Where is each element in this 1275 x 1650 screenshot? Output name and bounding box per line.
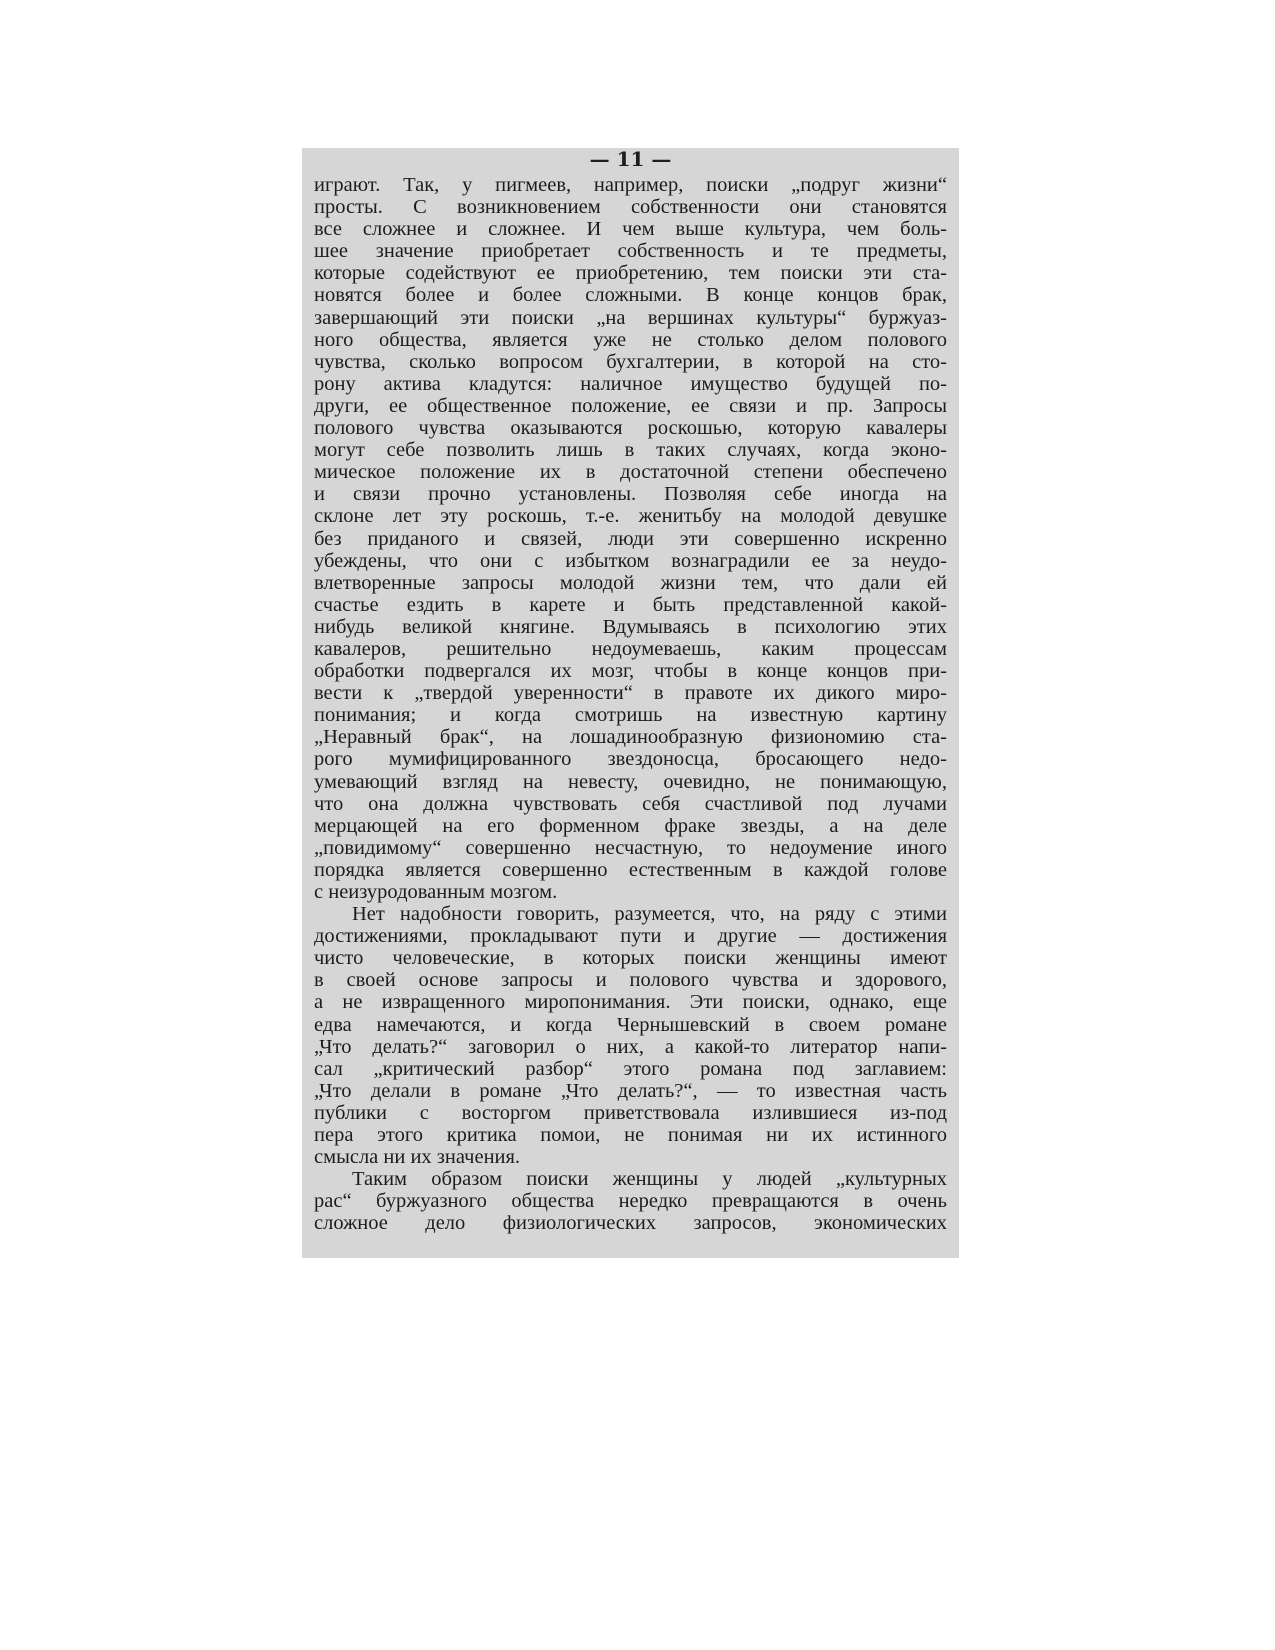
text-line: „Что делать?“ заговорил о них, а какой-то литератор напи- <box>314 1035 947 1058</box>
text-line: склоне лет эту роскошь, т.-е. женитьбу на молодой девушке <box>314 505 947 528</box>
text-line: вести к „твердой уверенности“ в правоте их дикого миро- <box>314 682 947 705</box>
text-line: сложное дело физиологических запросов, экономических <box>314 1212 947 1235</box>
text-line: рас“ буржуазного общества нередко превращаются в очень <box>314 1190 947 1213</box>
text-line: смысла ни их значения. <box>314 1146 521 1169</box>
page-number: — 11 — <box>589 148 672 171</box>
text-line: просты. С возникновением собственности они становятся <box>314 196 947 219</box>
text-line: счастье ездить в карете и быть представленной какой- <box>314 593 947 616</box>
text-line: рону актива кладутся: наличное имущество будущей по- <box>314 372 947 395</box>
text-line: „повидимому“ совершенно несчастную, то недоумение иного <box>314 836 947 859</box>
text-line: без приданого и связей, люди эти совершенно искренно <box>314 527 947 550</box>
text-line: с неизуродованным мозгом. <box>314 881 558 903</box>
text-line: все сложнее и сложнее. И чем выше культура, чем боль- <box>314 218 947 241</box>
text-line: завершающий эти поиски „на вершинах культуры“ буржуаз- <box>314 306 947 329</box>
text-line: новятся более и более сложными. В конце концов брак, <box>314 284 947 307</box>
text-line: убеждены, что они с избытком вознаградили ее за неудо- <box>314 549 947 572</box>
text-line: мерцающей на его форменном фраке звезды, а на деле <box>314 814 947 837</box>
text-line: порядка является совершенно естественным в каждой голове <box>314 858 947 881</box>
text-line: полового чувства оказываются роскошью, которую кавалеры <box>314 417 947 440</box>
text-line: и связи прочно установлены. Позволяя себе иногда на <box>314 483 947 506</box>
text-line: а не извращенного миропонимания. Эти поиски, однако, еще <box>314 991 947 1014</box>
text-line: други, ее общественное положение, ее связи и пр. Запросы <box>314 394 947 417</box>
body-text <box>314 174 947 1235</box>
text-line: влетворенные запросы молодой жизни тем, что дали ей <box>314 571 947 594</box>
text-line: Таким образом поиски женщины у людей „культурных <box>352 1168 947 1191</box>
text-line: кавалеров, решительно недоумеваешь, каким процессам <box>314 637 947 660</box>
text-line: мическое положение их в достаточной степени обеспечено <box>314 461 947 484</box>
text-line: умевающий взгляд на невесту, очевидно, не понимающую, <box>314 770 947 793</box>
text-line: Нет надобности говорить, разумеется, что, на ряду с этими <box>352 903 947 926</box>
text-line: шее значение приобретает собственность и те предметы, <box>314 240 947 263</box>
text-line: могут себе позволить лишь в таких случаях, когда эконо- <box>314 439 947 462</box>
text-line: в своей основе запросы и полового чувства и здорового, <box>314 969 947 992</box>
text-line: „Неравный брак“, на лошадинообразную физиономию ста- <box>314 726 947 749</box>
text-line: чисто человеческие, в которых поиски женщины имеют <box>314 947 947 970</box>
text-line: обработки подвергался их мозг, чтобы в конце концов при- <box>314 660 947 683</box>
text-line: ного общества, является уже не столько делом полового <box>314 328 947 351</box>
text-line: понимания; и когда смотришь на известную картину <box>314 704 947 727</box>
text-line: публики с восторгом приветствовала излившиеся из-под <box>314 1101 947 1124</box>
text-line: играют. Так, у пигмеев, например, поиски „подруг жизни“ <box>314 174 947 196</box>
text-line: чувства, сколько вопросом бухгалтерии, в которой на сто- <box>314 350 947 373</box>
text-line: достижениями, прокладывают пути и другие — достижения <box>314 925 947 948</box>
text-line: рого мумифицированного звездоносца, бросающего недо- <box>314 748 947 771</box>
text-line: которые содействуют ее приобретению, тем поиски эти ста- <box>314 262 947 285</box>
text-line: нибудь великой княгине. Вдумываясь в психологию этих <box>314 615 947 638</box>
text-line: едва намечаются, и когда Чернышевский в своем романе <box>314 1013 947 1036</box>
scanned-page <box>302 148 959 1258</box>
text-line: сал „критический разбор“ этого романа под заглавием: <box>314 1057 947 1080</box>
text-line: что она должна чувствовать себя счастливой под лучами <box>314 792 947 815</box>
text-line: пера этого критика помои, не понимая ни их истинного <box>314 1124 947 1147</box>
text-line: „Что делали в романе „Что делать?“, — то известная часть <box>314 1079 947 1102</box>
